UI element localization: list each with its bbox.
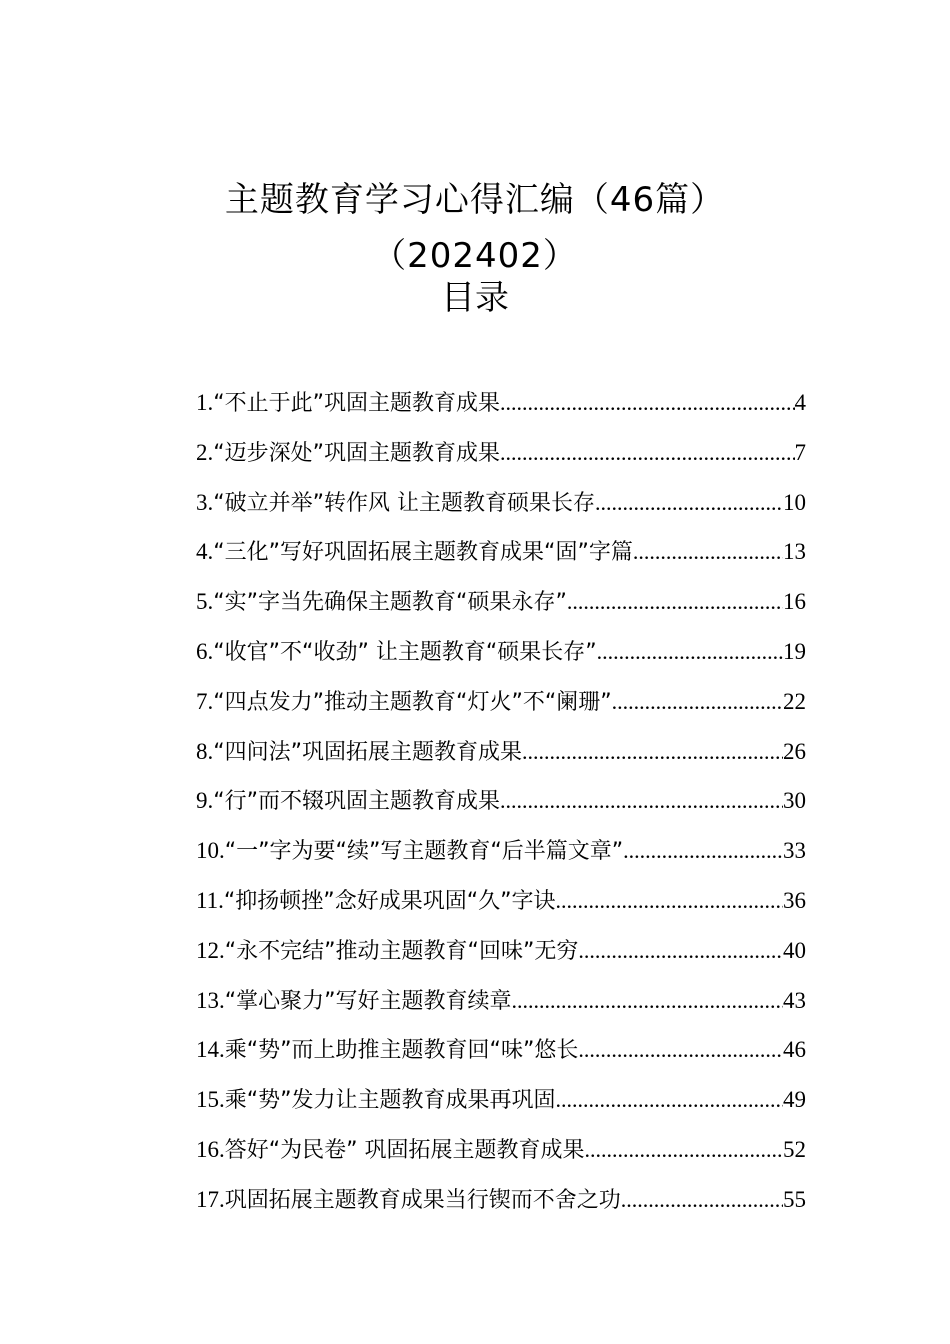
toc-entry-number: 17. — [196, 1186, 225, 1212]
toc-entry-page: 19 — [783, 638, 806, 664]
toc-entry[interactable] — [196, 577, 806, 627]
toc-entry-page: 55 — [783, 1186, 806, 1212]
toc-entry-title: “掌心聚力”写好主题教育续章 — [224, 988, 512, 1014]
toc-entry-number: 10. — [196, 838, 225, 864]
toc-entry-page: 13 — [783, 539, 806, 565]
toc-leader-dots — [567, 577, 783, 627]
toc-entry[interactable] — [196, 876, 806, 926]
toc-entry-number: 1. — [196, 390, 214, 415]
toc-leader-dots — [556, 1075, 783, 1125]
toc-entry-title: 乘“势”而上助推主题教育回“味”悠长 — [224, 1038, 579, 1064]
toc-entry-title: 答好“为民卷” 巩固拓展主题教育成果 — [224, 1137, 585, 1163]
toc-entry-number: 12. — [196, 937, 225, 963]
toc-entry-page: 33 — [783, 838, 806, 864]
toc-entry[interactable] — [196, 1175, 806, 1225]
toc-leader-dots — [597, 627, 783, 677]
toc-entry-title: “破立并举”转作风 让主题教育硕果长存 — [213, 490, 596, 516]
toc-leader-dots — [623, 826, 783, 876]
toc-leader-dots — [595, 478, 783, 528]
toc-entry-page: 22 — [783, 688, 806, 714]
toc-entry-number: 14. — [196, 1037, 225, 1063]
toc-leader-dots — [500, 428, 794, 478]
toc-entry-number: 13. — [196, 987, 225, 1013]
toc-entry-title: “四点发力”推动主题教育“灯火”不“阑珊” — [213, 689, 612, 715]
toc-entry-title: “实”字当先确保主题教育“硕果永存” — [213, 590, 567, 616]
toc-entry[interactable] — [196, 727, 806, 777]
toc-entry[interactable] — [196, 428, 806, 478]
toc-leader-dots — [585, 1125, 783, 1175]
toc-entry-number: 5. — [196, 589, 214, 615]
toc-entry-page: 30 — [783, 788, 806, 814]
toc-leader-dots — [500, 776, 783, 826]
toc-entry-number: 9. — [196, 788, 214, 814]
toc-entry-title: “三化”写好巩固拓展主题教育成果“固”字篇 — [213, 540, 633, 566]
toc-leader-dots — [621, 1175, 783, 1225]
toc-entry-title: “迈步深处”巩固主题教育成果 — [213, 440, 501, 466]
toc-entry[interactable] — [196, 926, 806, 976]
toc-entry-number: 3. — [196, 489, 214, 515]
toc-leader-dots — [512, 976, 783, 1026]
toc-leader-dots — [522, 727, 783, 777]
toc-entry-page: 4 — [794, 390, 806, 415]
toc-entry[interactable] — [196, 976, 806, 1026]
toc-entry-page: 36 — [783, 887, 806, 913]
toc-leader-dots — [500, 378, 794, 428]
toc-entry-title: “一”字为要“续”写主题教育“后半篇文章” — [224, 839, 624, 865]
toc-leader-dots — [633, 527, 783, 577]
toc-entry-number: 4. — [196, 539, 214, 565]
toc-entry[interactable] — [196, 826, 806, 876]
toc-entry[interactable] — [196, 677, 806, 727]
toc-entry-page: 43 — [783, 987, 806, 1013]
toc-entry-title: “抑扬顿挫”念好成果巩固“久”字诀 — [223, 888, 556, 914]
toc-heading: 目录 — [441, 278, 509, 318]
toc-leader-dots — [556, 876, 784, 926]
toc-entry-page: 10 — [783, 489, 806, 515]
toc-leader-dots — [578, 1025, 783, 1075]
toc-entry-page: 26 — [783, 738, 806, 764]
toc-entry-page: 7 — [794, 439, 806, 465]
toc-entry-title: “行”而不辍巩固主题教育成果 — [213, 789, 501, 815]
toc-entry-page: 40 — [783, 937, 806, 963]
toc-entry[interactable] — [196, 1025, 806, 1075]
toc-entry-page: 52 — [783, 1136, 806, 1162]
toc-entry-number: 7. — [196, 688, 214, 714]
toc-entry-number: 16. — [196, 1136, 225, 1162]
toc-leader-dots — [578, 926, 783, 976]
table-of-contents — [196, 378, 806, 1225]
toc-entry-title: “永不完结”推动主题教育“回味”无穷 — [224, 938, 579, 964]
toc-entry-number: 6. — [196, 638, 214, 664]
toc-entry-number: 15. — [196, 1087, 225, 1113]
toc-entry-title: 乘“势”发力让主题教育成果再巩固 — [224, 1088, 556, 1114]
toc-entry[interactable] — [196, 478, 806, 528]
toc-entry-title: 巩固拓展主题教育成果当行锲而不舍之功 — [224, 1187, 621, 1213]
toc-entry-title: “四问法”巩固拓展主题教育成果 — [213, 739, 523, 765]
toc-entry[interactable] — [196, 1125, 806, 1175]
toc-entry-number: 2. — [196, 439, 214, 465]
toc-entry[interactable] — [196, 527, 806, 577]
toc-entry[interactable] — [196, 776, 806, 826]
toc-entry-page: 49 — [783, 1087, 806, 1113]
toc-entry-number: 11. — [196, 887, 224, 913]
toc-entry-page: 16 — [783, 589, 806, 615]
toc-leader-dots — [612, 677, 783, 727]
document-title: 主题教育学习心得汇编（46篇）（202402） — [224, 180, 726, 276]
toc-entry[interactable] — [196, 1075, 806, 1125]
toc-entry-title: “收官”不“收劲” 让主题教育“硕果长存” — [213, 639, 597, 665]
toc-entry-title: “不止于此”巩固主题教育成果 — [213, 391, 501, 416]
toc-entry[interactable] — [196, 378, 806, 428]
toc-entry[interactable] — [196, 627, 806, 677]
toc-entry-page: 46 — [783, 1037, 806, 1063]
toc-entry-number: 8. — [196, 738, 214, 764]
